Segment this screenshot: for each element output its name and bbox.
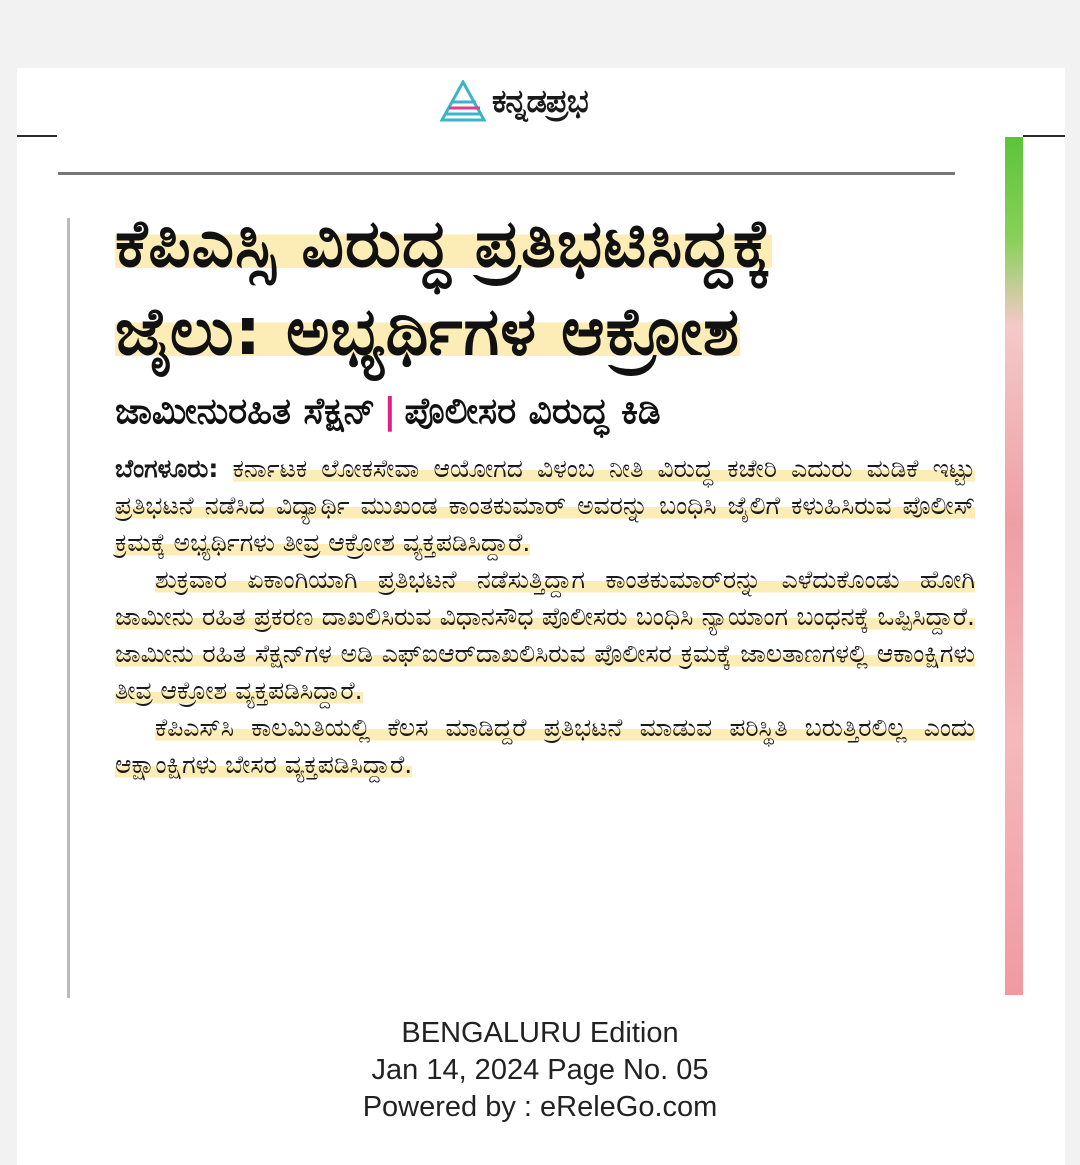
edge-line-right <box>1023 135 1065 137</box>
headline-line-1: ಕೆಪಿಎಸ್ಸಿ ವಿರುದ್ಧ ಪ್ರತಿಭಟಿಸಿದ್ದಕ್ಕೆ <box>115 205 773 282</box>
article-body <box>115 450 975 783</box>
headline <box>115 200 975 376</box>
paragraph-1 <box>115 450 975 561</box>
edge-line-left <box>17 135 57 137</box>
paragraph-3 <box>115 709 975 783</box>
subhead-right: ಪೊಲೀಸರ ವಿರುದ್ಧ ಕಿಡಿ <box>404 391 661 432</box>
edition-footer <box>0 1015 1080 1126</box>
article <box>115 200 975 783</box>
dateline: ಬೆಂಗಳೂರು: <box>115 454 219 483</box>
edition-name: BENGALURU Edition <box>401 1017 679 1049</box>
subheadline <box>115 388 975 436</box>
clip-left-border <box>67 218 70 998</box>
paragraph-2-text: ಶುಕ್ರವಾರ ಏಕಾಂಗಿಯಾಗಿ ಪ್ರತಿಭಟನೆ ನಡೆಸುತ್ತಿದ್ದಾಗ ಕಾಂತಕುಮಾರ್‌ರನ್ನು ಎಳೆದುಕೊಂಡು ಹೋಗಿ ಜಾಮೀನು ರಹಿತ ಪ್ರಕರಣ ದಾಖಲಿಸಿರುವ ವಿಧಾನಸೌಧ ಪೊಲೀಸರು ಬಂಧಿಸಿ ನ್ಯಾಯಾಂಗ ಬಂಧನಕ್ಕೆ ಒಪ್ಪಿಸಿದ್ದಾರೆ. ಜಾಮೀನು ರಹಿತ ಸೆಕ್ಷನ್‌ಗಳ ಅಡಿ ಎಫ್‌ಐಆರ್‌ದಾಖಲಿಸಿರುವ ಪೊಲೀಸರ ಕ್ರಮಕ್ಕೆ ಜಾಲತಾಣಗಳಲ್ಲಿ ಆಕಾಂಕ್ಷಿಗಳು ತೀವ್ರ ಆಕ್ರೋಶ ವ್ಯಕ್ತಪಡಿಸಿದ್ದಾರೆ. <box>115 565 975 705</box>
headline-line-2: ಜೈಲು: ಅಭ್ಯರ್ಥಿಗಳ ಆಕ್ರೋಶ <box>115 293 741 370</box>
subhead-left: ಜಾಮೀನುರಹಿತ ಸೆಕ್ಷನ್ <box>115 391 376 432</box>
masthead-title: ಕನ್ನಡಪ್ರಭ <box>492 81 588 120</box>
paragraph-3-text: ಕೆಪಿಎಸ್‌ಸಿ ಕಾಲಮಿತಿಯಲ್ಲಿ ಕೆಲಸ ಮಾಡಿದ್ದರೆ ಪ್ರತಿಭಟನೆ ಮಾಡುವ ಪರಿಸ್ಥಿತಿ ಬರುತ್ತಿರಲಿಲ್ಲ ಎಂದು ಆಕ್ಷಾಂಕ್ಷಿಗಳು ಬೇಸರ ವ್ಯಕ್ತಪಡಿಸಿದ್ದಾರೆ. <box>115 713 975 779</box>
paragraph-2 <box>115 561 975 709</box>
masthead-logo <box>440 76 588 126</box>
paragraph-1-text: ಕರ್ನಾಟಕ ಲೋಕಸೇವಾ ಆಯೋಗದ ವಿಳಂಬ ನೀತಿ ವಿರುದ್ಧ ಕಚೇರಿ ಎದುರು ಮಡಿಕೆ ಇಟ್ಟು ಪ್ರತಿಭಟನೆ ನಡೆಸಿದ ವಿದ್ಯಾರ್ಥಿ ಮುಖಂಡ ಕಾಂತಕುಮಾರ್ ಅವರನ್ನು ಬಂಧಿಸಿ ಜೈಲಿಗೆ ಕಳುಹಿಸಿರುವ ಪೊಲೀಸ್ ಕ್ರಮಕ್ಕೆ ಅಭ್ಯರ್ಥಿಗಳು ತೀವ್ರ ಆಕ್ರೋಶ ವ್ಯಕ್ತಪಡಿಸಿದ್ದಾರೆ. <box>115 454 975 557</box>
adjacent-image-strip <box>1005 137 1023 995</box>
subhead-separator: | <box>383 391 397 432</box>
article-top-rule <box>58 172 955 175</box>
kannada-prabha-logo-icon <box>440 80 486 122</box>
powered-by: Powered by : eReleGo.com <box>362 1091 718 1123</box>
edition-date-page: Jan 14, 2024 Page No. 05 <box>371 1054 709 1086</box>
